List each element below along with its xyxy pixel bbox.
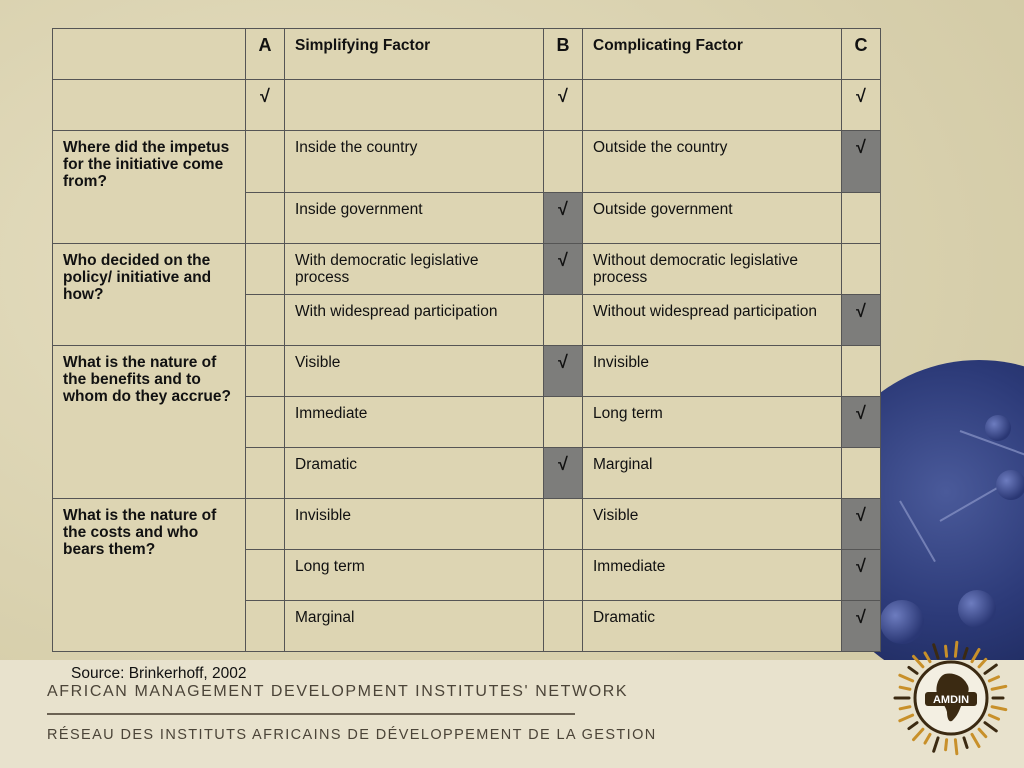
cell-b (544, 397, 583, 448)
cell-b (544, 550, 583, 601)
cell-c (842, 346, 881, 397)
simplifying-cell: Immediate (285, 397, 544, 448)
check-mark-c: √ (842, 601, 881, 652)
complicating-cell: Dramatic (583, 601, 842, 652)
sun-ray (992, 686, 1006, 689)
header-col-a: A (246, 29, 285, 80)
header-col-b: B (544, 29, 583, 80)
complicating-cell: Outside government (583, 193, 842, 244)
check-mark-b: √ (544, 80, 583, 131)
sun-ray (946, 740, 947, 750)
simplifying-cell: Long term (285, 550, 544, 601)
cell-a (246, 448, 285, 499)
network-node (985, 415, 1011, 441)
network-node (996, 470, 1024, 500)
sun-ray (979, 729, 986, 736)
check-mark-c: √ (842, 550, 881, 601)
simplifying-cell: Inside the country (285, 131, 544, 193)
complicating-cell: Visible (583, 499, 842, 550)
table-row (53, 499, 881, 550)
header-complicating: Complicating Factor (583, 29, 842, 80)
sun-ray (972, 734, 979, 746)
complicating-cell: Marginal (583, 448, 842, 499)
check-mark-c: √ (842, 295, 881, 346)
simplifying-cell: With widespread participation (285, 295, 544, 346)
sun-ray (900, 675, 913, 681)
cell-a (246, 244, 285, 295)
cell-b (544, 131, 583, 193)
simplifying-cell: Inside government (285, 193, 544, 244)
sun-ray (964, 738, 967, 748)
table-row (53, 131, 881, 193)
cell-a (246, 193, 285, 244)
question-decision: Who decided on the policy/ initiative and how? (53, 244, 246, 346)
cell-a (246, 601, 285, 652)
sun-ray (985, 723, 996, 731)
cell-b (544, 499, 583, 550)
source-citation: Source: Brinkerhoff, 2002 (71, 665, 247, 682)
question-costs: What is the nature of the costs and who bears them? (53, 499, 246, 652)
simplifying-cell: Visible (285, 346, 544, 397)
complicating-cell: Invisible (583, 346, 842, 397)
check-mark-b: √ (544, 193, 583, 244)
cell-a (246, 550, 285, 601)
header-col-c: C (842, 29, 881, 80)
sun-ray (925, 734, 930, 743)
check-mark-c: √ (842, 131, 881, 193)
empty-cell (583, 80, 842, 131)
network-name-french: RÉSEAU DES INSTITUTS AFRICAINS DE DÉVELOPPEMENT DE LA GESTION (47, 727, 657, 743)
check-row (53, 80, 881, 131)
sun-ray (979, 659, 986, 666)
header-simplifying: Simplifying Factor (285, 29, 544, 80)
sun-ray (914, 656, 923, 666)
cell-a (246, 295, 285, 346)
check-mark-c: √ (842, 397, 881, 448)
complicating-cell: Without democratic legislative process (583, 244, 842, 295)
logo-text: AMDIN (932, 694, 970, 706)
sun-ray (972, 650, 979, 662)
sun-ray (909, 723, 917, 729)
empty-cell (53, 80, 246, 131)
empty-cell (285, 80, 544, 131)
header-row (53, 29, 881, 80)
network-name-english: AFRICAN MANAGEMENT DEVELOPMENT INSTITUTES' NETWORK (47, 683, 629, 700)
sun-ray (985, 665, 996, 673)
question-benefits: What is the nature of the benefits and to whom do they accrue? (53, 346, 246, 499)
complicating-cell: Without widespread participation (583, 295, 842, 346)
network-node (880, 600, 924, 644)
cell-a (246, 346, 285, 397)
sun-ray (955, 740, 956, 754)
complicating-cell: Immediate (583, 550, 842, 601)
sun-ray (900, 687, 910, 689)
check-mark-b: √ (544, 346, 583, 397)
cell-a (246, 131, 285, 193)
footer-divider (47, 713, 575, 715)
amdin-logo (893, 640, 1009, 756)
sun-ray (955, 642, 956, 656)
cell-b (544, 601, 583, 652)
check-mark-c: √ (842, 499, 881, 550)
simplifying-cell: Dramatic (285, 448, 544, 499)
sun-ray (934, 738, 938, 751)
network-node (958, 590, 996, 628)
sun-ray (900, 707, 910, 709)
check-mark-c: √ (842, 80, 881, 131)
sun-ray (909, 667, 917, 673)
sun-ray (992, 707, 1006, 710)
check-mark-b: √ (544, 448, 583, 499)
question-impetus: Where did the impetus for the initiative come from? (53, 131, 246, 244)
cell-b (544, 295, 583, 346)
complicating-cell: Long term (583, 397, 842, 448)
table-row (53, 346, 881, 397)
sun-ray (900, 715, 913, 721)
cell-a (246, 499, 285, 550)
sun-ray (934, 645, 938, 658)
corner-cell (53, 29, 246, 80)
complicating-cell: Outside the country (583, 131, 842, 193)
cell-c (842, 244, 881, 295)
sun-ray (989, 715, 998, 719)
check-mark-b: √ (544, 244, 583, 295)
cell-a (246, 397, 285, 448)
simplifying-cell: Marginal (285, 601, 544, 652)
cell-c (842, 448, 881, 499)
factors-table (52, 28, 881, 652)
cell-c (842, 193, 881, 244)
check-mark-a: √ (246, 80, 285, 131)
table-row (53, 244, 881, 295)
sun-ray (914, 729, 923, 739)
sun-ray (964, 649, 967, 659)
sun-ray (925, 653, 930, 662)
simplifying-cell: With democratic legislative process (285, 244, 544, 295)
simplifying-cell: Invisible (285, 499, 544, 550)
sun-ray (946, 646, 947, 656)
sun-ray (989, 677, 998, 681)
